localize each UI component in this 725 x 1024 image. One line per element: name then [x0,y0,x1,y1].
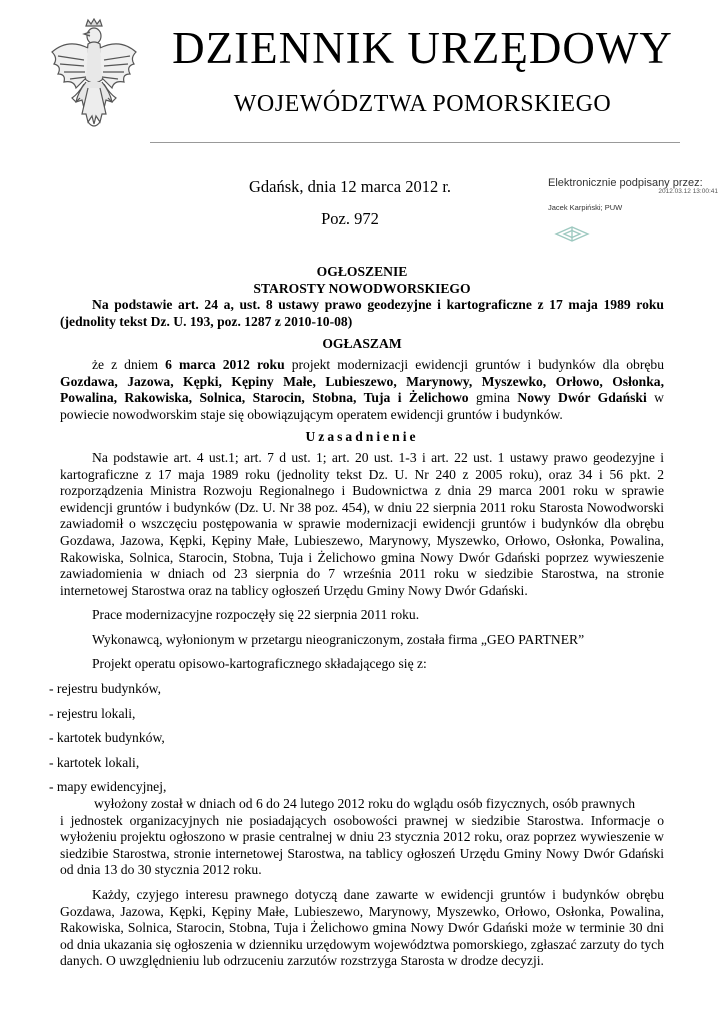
list-item: - rejestru lokali, [49,705,136,721]
heading-declare: OGŁASZAM [322,336,402,352]
signature-logo-icon [554,225,590,243]
polish-eagle-emblem-icon [48,18,140,134]
list-item: - rejestru budynków, [49,681,161,697]
works-start-paragraph: Prace modernizacyjne rozpoczęły się 22 sierpnia 2011 roku. [92,607,420,623]
gmina-name: Nowy Dwór Gdański [517,390,647,406]
journal-subtitle: WOJEWÓDZTWA POMORSKIEGO [233,91,612,117]
heading-justification: Uzasadnienie [305,429,419,445]
text-span: Każdy, czyjego interesu prawnego dotyczą dane zawarte w ewidencji gruntów i budynków obrębu [92,887,664,902]
legal-basis: Na podstawie art. 24 a, ust. 8 ustawy prawo geodezyjne i kartograficzne z 17 maja 1989 roku (jednolity tekst Dz. U. 193, poz. 1287 z 2010-10-08) [60,297,664,329]
display-first-line: wyłożony został w dniach od 6 do 24 lutego 2012 roku do wglądu osób fizycznych, osób prawnych [94,796,636,812]
document-body [49,264,665,970]
signature-timestamp: 2012.03.12 13:00:41 [658,188,718,195]
electronic-signature [548,177,718,212]
list-item: - kartotek lokali, [49,754,140,770]
journal-title: DZIENNIK URZĘDOWY [172,23,673,73]
signer-name: Jacek Karpiński; PUW [548,203,623,212]
display-paragraph [60,796,664,813]
text-span: w powiecie nowodworskim staje się obowiązującym operatem ewidencji gruntów i budynków. [60,390,664,422]
header-divider [150,142,680,143]
position-number: Poz. 972 [321,209,379,228]
contractor-paragraph: Wykonawcą, wyłonionym w przetargu nieograniczonym, została firma „GEO PARTNER” [92,631,585,647]
precinct-list: Gozdawa, Jazowa, Kępki, Kępiny Małe, Lubieszewo, Marynowy, Myszewko, Orłowo, Osłonka, Powalina, Rakowiska, Solnica, Starocin, Stobna, Tuja i Żelichowo [60,373,664,406]
signature-label: Elektronicznie podpisany przez: [548,177,703,189]
announcement-paragraph [60,357,664,423]
project-paragraph: Projekt operatu opisowo-kartograficznego składającego się z: [92,656,427,672]
list-item: - kartotek budynków, [49,730,165,746]
text-span: gmina [468,390,518,406]
text-span: projekt modernizacji ewidencji gruntów i budynków dla obrębu [284,356,665,372]
document-list [49,681,653,796]
objection-paragraph [60,887,664,970]
heading-announcement: OGŁOSZENIE [316,264,408,279]
text-span: że z dniem [92,356,166,372]
text-span: Gozdawa, Jazowa, Kępki, Kępiny Małe, Lubieszewo, Marynowy, Myszewko, Orłowo, Osłonka, Powalina, Rakowiska, Solnica, Starocin, Stobna, Tuja i Żelichowo gmina Nowy Dwór Gdański może w terminie 30 dni od dnia ukazania się ogłoszenia w dzienniku urzędowym województwa pomorskiego, zgłaszać zarzuty do tych danych. O uwzględnieniu lub odrzuceniu zarzutów rozstrzyga Starosta w drodze decyzji. [60,903,664,969]
place-date: Gdańsk, dnia 12 marca 2012 r. [248,177,452,196]
display-paragraph-rest: i jednostek organizacyjnych nie posiadających osobowości prawnej w siedzibie Starostwa. Informacje o wyłożeniu projektu ogłoszono w prasie centralnej w dniu 23 stycznia 2012 roku, oraz poprzez wywieszenie w siedzibie Starostwa, stronie internetowej Starostwa, na tablicy ogłoszeń Urzędu Gminy Nowy Dwór Gdański od dnia 13 do 30 stycznia 2012 roku. [60,812,664,878]
heading-authority: STAROSTY NOWODWORSKIEGO [253,280,471,296]
list-item: - mapy ewidencyjnej, [49,779,167,795]
effective-date: 6 marca 2012 roku [165,356,285,372]
justification-paragraph: Na podstawie art. 4 ust.1; art. 7 d ust. 1; art. 20 ust. 1-3 i art. 22 ust. 1 ustawy prawo geodezyjne i kartograficzne z 17 maja 1989 roku (jednolity tekst Dz. U. Nr 240 z 2005 roku), oraz 34 i 56 pkt. 2 rozporządzenia Ministra Rozwoju Regionalnego i Budownictwa z dnia 29 marca 2001 roku w sprawie ewidencji gruntów i budynków (Dz. U. Nr 38 poz. 454), w dniu 22 sierpnia 2011 roku Starosta Nowodworski zawiadomił o wszczęciu postępowania w sprawie modernizacji ewidencji gruntów i budynków dla obrębu Gozdawa, Jazowa, Kępki, Kępiny Małe, Lubieszewo, Marynowy, Myszewko, Orłowo, Osłonka, Powalina, Rakowiska, Solnica, Starocin, Stobna, Tuja i Żelichowo gmina Nowy Dwór Gdański poprzez wywieszenie zawiadomienia w dniach od 23 sierpnia do 7 września 2011 roku w siedzibie Starostwa, na stronie internetowej Starostwa oraz na tablicy ogłoszeń Urzędu Gminy Nowy Dwór Gdański. [60,449,664,598]
